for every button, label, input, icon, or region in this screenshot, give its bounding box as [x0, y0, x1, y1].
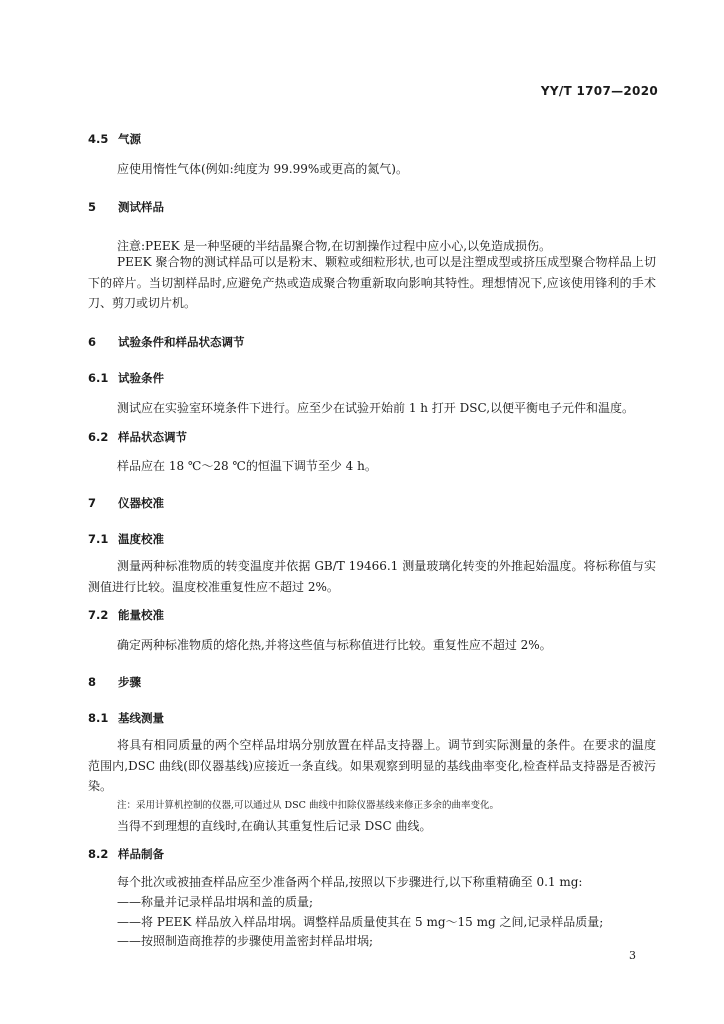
section-8-1-after: 当得不到理想的直线时,在确认其重复性后记录 DSC 曲线。: [117, 819, 432, 833]
section-number: 7.1: [88, 532, 109, 546]
section-5-heading: [88, 199, 164, 215]
section-number: 6.2: [88, 430, 109, 444]
section-5-paragraph: PEEK 聚合物的测试样品可以是粉末、颗粒或细粒形状,也可以是注塑成型或挤压成型聚合物样品上切下的碎片。当切割样品时,应避免产热或造成聚合物重新取向影响其特性。理想情况下,应该使用锋利的手术刀、剪刀或切片机。: [88, 255, 656, 310]
section-number: 8: [88, 675, 97, 689]
section-6-2-text: 样品应在 18 ℃～28 ℃的恒温下调节至少 4 h。: [117, 459, 377, 473]
section-7-2-heading: [88, 607, 164, 623]
section-8-2-heading: [88, 846, 164, 862]
section-4-5-text: 应使用惰性气体(例如:纯度为 99.99%或更高的氮气)。: [117, 162, 408, 176]
section-number: 7.2: [88, 608, 109, 622]
section-title: 样品制备: [118, 847, 164, 861]
section-8-1-heading: [88, 710, 164, 726]
section-title: 步骤: [118, 675, 141, 689]
section-number: 8.2: [88, 847, 109, 861]
section-8-1-note: 注：采用计算机控制的仪器,可以通过从 DSC 曲线中扣除仪器基线来修正多余的曲率变化。: [117, 800, 499, 811]
section-number: 5: [88, 200, 97, 214]
list-item: ——按照制造商推荐的步骤使用盖密封样品坩埚;: [117, 934, 374, 948]
section-title: 试验条件: [118, 371, 164, 385]
section-8-1-paragraph: 将具有相同质量的两个空样品坩埚分别放置在样品支持器上。调节到实际测量的条件。在要求的温度范围内,DSC 曲线(即仪器基线)应接近一条直线。如果观察到明显的基线曲率变化,检查样品支持器是否被污染。: [88, 738, 656, 793]
list-item: ——称量并记录样品坩埚和盖的质量;: [117, 895, 314, 909]
section-6-2-heading: [88, 429, 187, 445]
section-8-heading: [88, 674, 141, 690]
section-title: 能量校准: [118, 608, 164, 622]
page-number: 3: [629, 949, 636, 962]
standard-code: YY/T 1707—2020: [540, 84, 658, 98]
section-8-2-intro: 每个批次或被抽查样品应至少准备两个样品,按照以下步骤进行,以下称重精确至 0.1 mg:: [117, 875, 583, 889]
section-title: 样品状态调节: [118, 430, 187, 444]
section-5-caution: 注意:PEEK 是一种坚硬的半结晶聚合物,在切割操作过程中应小心,以免造成损伤。: [117, 239, 552, 253]
section-7-2-text: 确定两种标准物质的熔化热,并将这些值与标称值进行比较。重复性应不超过 2%。: [117, 638, 552, 652]
section-title: 温度校准: [118, 532, 164, 546]
section-title: 试验条件和样品状态调节: [118, 335, 245, 349]
section-title: 测试样品: [118, 200, 164, 214]
section-7-heading: [88, 495, 164, 511]
section-6-1-text: 测试应在实验室环境条件下进行。应至少在试验开始前 1 h 打开 DSC,以便平衡电子元件和温度。: [117, 401, 635, 415]
section-title: 仪器校准: [118, 496, 164, 510]
section-number: 7: [88, 496, 97, 510]
section-number: 8.1: [88, 711, 109, 725]
section-number: 6: [88, 335, 97, 349]
section-number: 4.5: [88, 132, 109, 146]
section-7-1-paragraph: 测量两种标准物质的转变温度并依据 GB/T 19466.1 测量玻璃化转变的外推起始温度。将标称值与实测值进行比较。温度校准重复性应不超过 2%。: [88, 559, 656, 594]
section-6-heading: [88, 334, 245, 350]
section-title: 气源: [118, 132, 141, 146]
list-item: ——将 PEEK 样品放入样品坩埚。调整样品质量使其在 5 mg～15 mg 之间,记录样品质量;: [117, 915, 604, 929]
section-6-1-heading: [88, 370, 164, 386]
section-title: 基线测量: [118, 711, 164, 725]
section-4-5-heading: [88, 131, 141, 147]
section-7-1-heading: [88, 531, 164, 547]
section-number: 6.1: [88, 371, 109, 385]
